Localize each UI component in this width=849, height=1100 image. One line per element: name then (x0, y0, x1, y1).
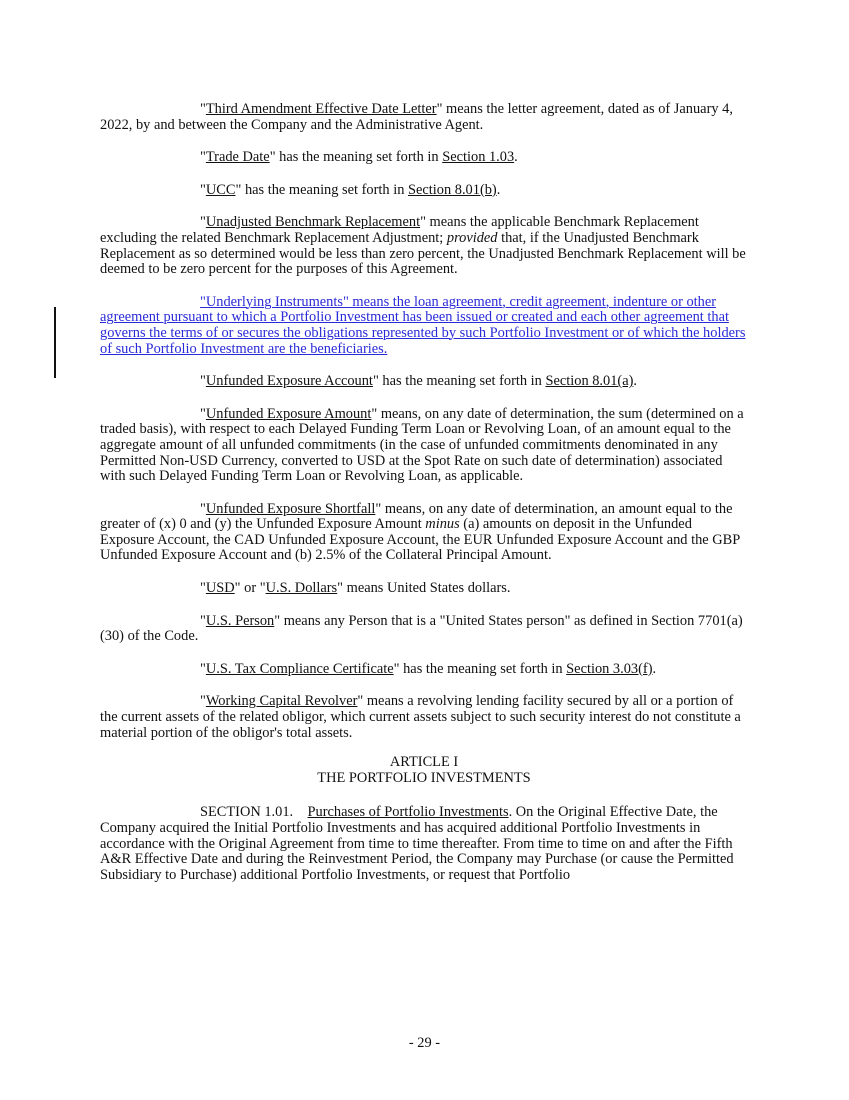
page-number: - 29 - (408, 1035, 441, 1051)
defined-term: Unfunded Exposure Shortfall (205, 500, 376, 517)
definition-unfunded-exposure-amount: "Unfunded Exposure Amount" means, on any date of determination, the sum (determined on a traded basis), with respect to each Delayed Funding Term Loan or Revolving Loan, of an amount equal to the aggregate amount of all unfunded commitments (in the case of unfunded commitments denominated in any Permitted Non-USD Currency, converted to USD at the Spot Rate on such date of determination) associated with such Delayed Funding Term Loan or Revolving Loan, as applicable. (100, 405, 744, 485)
defined-term: Working Capital Revolver (205, 693, 358, 710)
definition-third-amendment: "Third Amendment Effective Date Letter" means the letter agreement, dated as of January 4, 2022, by and between the Company and the Administrative Agent. (100, 101, 733, 133)
article-title: THE PORTFOLIO INVESTMENTS (317, 769, 531, 786)
defined-term: U.S. Dollars (265, 580, 338, 597)
article-heading (100, 755, 748, 786)
definition-us-person: "U.S. Person" means any Person that is a "United States person" as defined in Section 7701(a)(30) of the Code. (100, 612, 743, 645)
article-number: ARTICLE I (389, 754, 459, 771)
definition-ucc: "UCC" has the meaning set forth in Section 8.01(b). (200, 181, 501, 198)
definition-unfunded-exposure-shortfall: "Unfunded Exposure Shortfall" means, on any date of determination, an amount equal to the greater of (x) 0 and (y) the Unfunded Exposure Amount minus (a) amounts on deposit in the Unfunded Exposure Account, the CAD Unfunded Exposure Account, the EUR Unfunded Exposure Account and the GBP Unfunded Exposure Account and (b) 2.5% of the Collateral Principal Amount. (100, 500, 740, 564)
section-label: SECTION 1.01. (200, 804, 294, 821)
defined-term: UCC (205, 181, 236, 198)
definition-underlying-instruments-inserted: "Underlying Instruments" means the loan agreement, credit agreement, indenture or other agreement pursuant to which a Portfolio Investment has been issued or created and each other agreement that governs the terms of or secures the obligations represented by such Portfolio Investment or of which the holders of such Portfolio Investment are the beneficiaries. (100, 293, 746, 357)
definition-working-capital-revolver: "Working Capital Revolver" means a revolving lending facility secured by all or a portion of the current assets of the related obligor, which current assets subject to such security interest do not constitute a material portion of the obligor's total assets. (100, 693, 741, 741)
definition-usd: "USD" or "U.S. Dollars" means United States dollars. (200, 580, 511, 597)
section-heading: Purchases of Portfolio Investments (307, 804, 509, 821)
defined-term: U.S. Person (205, 612, 275, 629)
change-bar (54, 307, 56, 378)
definition-us-tax-compliance: "U.S. Tax Compliance Certificate" has the meaning set forth in Section 3.03(f). (200, 660, 657, 677)
section-1-01: SECTION 1.01. Purchases of Portfolio Investments. On the Original Effective Date, the Company acquired the Initial Portfolio Investments and has acquired additional Portfolio Investments in accordance with the Original Agreement from time to time thereafter. From time to time on and after the Fifth A&R Effective Date and during the Reinvestment Period, the Company may Purchase (or cause the Permitted Subsidiary to Purchase) additional Portfolio Investments, or request that Portfolio (100, 804, 734, 883)
defined-term: Unfunded Exposure Amount (205, 405, 372, 422)
defined-term: Third Amendment Effective Date Letter (205, 101, 437, 117)
definition-unfunded-exposure-account: "Unfunded Exposure Account" has the meaning set forth in Section 8.01(a). (200, 373, 637, 390)
definition-unadjusted-benchmark: "Unadjusted Benchmark Replacement" means the applicable Benchmark Replacement excluding the related Benchmark Replacement Adjustment; provided that, if the Unadjusted Benchmark Replacement as so determined would be less than zero percent, the Unadjusted Benchmark Replacement will be deemed to be zero percent for the purposes of this Agreement. (100, 214, 746, 278)
cross-reference-link[interactable]: Section 8.01(b) (408, 181, 497, 198)
defined-term: U.S. Tax Compliance Certificate (205, 660, 394, 677)
defined-term: Unadjusted Benchmark Replacement (205, 214, 421, 231)
cross-reference-link[interactable]: Section 1.03 (442, 149, 515, 166)
defined-term: Trade Date (205, 149, 270, 166)
defined-term: Unfunded Exposure Account (205, 373, 373, 390)
cross-reference-link[interactable]: Section 3.03(f) (566, 660, 653, 677)
cross-reference-link[interactable]: Section 8.01(a) (545, 373, 634, 390)
defined-term: USD (205, 580, 235, 597)
document-body (100, 102, 748, 900)
definition-trade-date: "Trade Date" has the meaning set forth in Section 1.03. (200, 149, 518, 166)
